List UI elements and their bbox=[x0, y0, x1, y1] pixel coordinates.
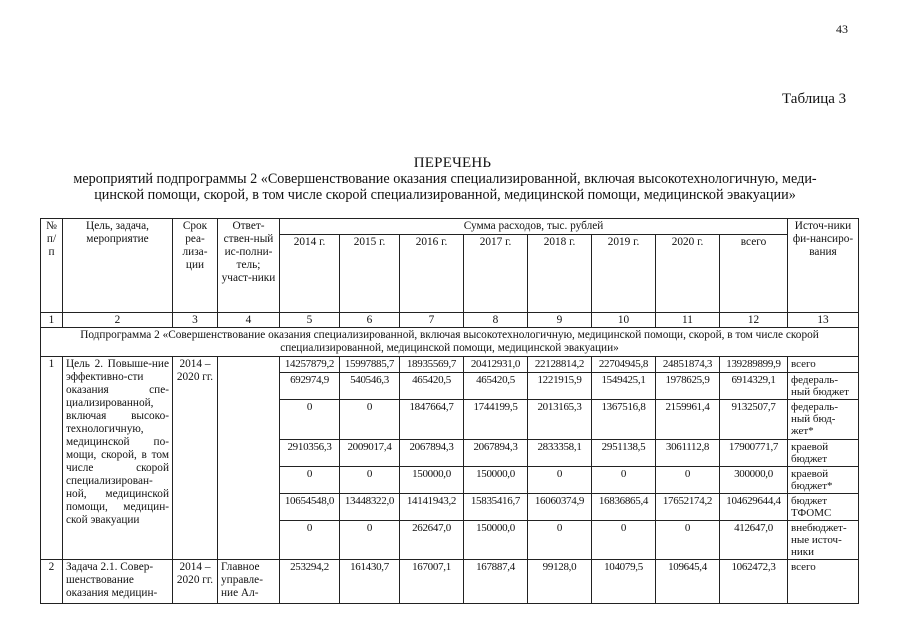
value-cell: 13448322,0 bbox=[340, 494, 400, 521]
goal-executor bbox=[218, 357, 280, 560]
header-year: 2017 г. bbox=[464, 235, 528, 313]
column-number: 5 bbox=[280, 313, 340, 328]
value-cell: 2067894,3 bbox=[464, 440, 528, 467]
value-cell: 0 bbox=[340, 400, 400, 440]
value-cell: 150000,0 bbox=[400, 467, 464, 494]
value-cell: 17652174,2 bbox=[656, 494, 720, 521]
column-number: 6 bbox=[340, 313, 400, 328]
header-goal: Цель, задача, мероприятие bbox=[63, 219, 173, 313]
subtitle-line-1: мероприятий подпрограммы 2 «Совершенствование оказания специализированной, включая высокотехнологичную, меди- bbox=[73, 171, 817, 187]
value-cell: 1847664,7 bbox=[400, 400, 464, 440]
header-year: 2015 г. bbox=[340, 235, 400, 313]
column-number: 2 bbox=[63, 313, 173, 328]
total-cell: 9132507,7 bbox=[720, 400, 788, 440]
column-number: 4 bbox=[218, 313, 280, 328]
column-number: 12 bbox=[720, 313, 788, 328]
total-cell: 300000,0 bbox=[720, 467, 788, 494]
total-cell: 1062472,3 bbox=[720, 560, 788, 604]
value-cell: 0 bbox=[280, 467, 340, 494]
column-number: 8 bbox=[464, 313, 528, 328]
value-cell: 16836865,4 bbox=[592, 494, 656, 521]
value-cell: 262647,0 bbox=[400, 521, 464, 560]
value-cell: 18935569,7 bbox=[400, 357, 464, 373]
value-cell: 465420,5 bbox=[400, 373, 464, 400]
value-cell: 2910356,3 bbox=[280, 440, 340, 467]
value-cell: 167007,1 bbox=[400, 560, 464, 604]
value-cell: 109645,4 bbox=[656, 560, 720, 604]
value-cell: 2159961,4 bbox=[656, 400, 720, 440]
subtitle-line-2: цинской помощи, скорой, в том числе скорой специализированной, медицинской помощи, медицинской эвакуации» bbox=[94, 187, 796, 203]
value-cell: 20412931,0 bbox=[464, 357, 528, 373]
total-cell: 104629644,4 bbox=[720, 494, 788, 521]
column-number: 11 bbox=[656, 313, 720, 328]
source-cell: внебюджет-ные источ-ники bbox=[788, 521, 859, 560]
value-cell: 1367516,8 bbox=[592, 400, 656, 440]
goal-num: 1 bbox=[41, 357, 63, 560]
header-num: № п/п bbox=[41, 219, 63, 313]
table-label: Таблица 3 bbox=[782, 91, 847, 107]
column-number: 7 bbox=[400, 313, 464, 328]
total-cell: 139289899,9 bbox=[720, 357, 788, 373]
source-cell: всего bbox=[788, 560, 859, 604]
source-cell: всего bbox=[788, 357, 859, 373]
header-year: 2014 г. bbox=[280, 235, 340, 313]
total-cell: 6914329,1 bbox=[720, 373, 788, 400]
header-total: всего bbox=[720, 235, 788, 313]
task-text: Задача 2.1. Совер-шенствование оказания медицин- bbox=[63, 560, 173, 604]
value-cell: 0 bbox=[656, 521, 720, 560]
value-cell: 14141943,2 bbox=[400, 494, 464, 521]
task-num: 2 bbox=[41, 560, 63, 604]
value-cell: 2951138,5 bbox=[592, 440, 656, 467]
column-number-row bbox=[41, 313, 859, 328]
value-cell: 3061112,8 bbox=[656, 440, 720, 467]
value-cell: 1221915,9 bbox=[528, 373, 592, 400]
source-cell: краевой бюджет bbox=[788, 440, 859, 467]
document-subtitle bbox=[20, 171, 870, 203]
measures-table bbox=[40, 218, 859, 604]
value-cell: 150000,0 bbox=[464, 467, 528, 494]
header-term: Срок реа-лиза-ции bbox=[173, 219, 218, 313]
value-cell: 1744199,5 bbox=[464, 400, 528, 440]
value-cell: 0 bbox=[528, 467, 592, 494]
source-cell: бюджет ТФОМС bbox=[788, 494, 859, 521]
value-cell: 465420,5 bbox=[464, 373, 528, 400]
value-cell: 0 bbox=[340, 521, 400, 560]
value-cell: 253294,2 bbox=[280, 560, 340, 604]
value-cell: 2833358,1 bbox=[528, 440, 592, 467]
column-number: 13 bbox=[788, 313, 859, 328]
value-cell: 0 bbox=[656, 467, 720, 494]
header-year: 2019 г. bbox=[592, 235, 656, 313]
value-cell: 14257879,2 bbox=[280, 357, 340, 373]
subprogram-title: Подпрограмма 2 «Совершенствование оказания специализированной, включая высокотехнологичную, медицинской помощи, скорой, в том числе скорой специализированной, медицинской помощи, медицинской эвакуации» bbox=[41, 328, 859, 357]
value-cell: 0 bbox=[592, 521, 656, 560]
column-number: 3 bbox=[173, 313, 218, 328]
value-cell: 16060374,9 bbox=[528, 494, 592, 521]
source-cell: федераль-ный бюд-жет* bbox=[788, 400, 859, 440]
value-cell: 10654548,0 bbox=[280, 494, 340, 521]
value-cell: 22128814,2 bbox=[528, 357, 592, 373]
value-cell: 1549425,1 bbox=[592, 373, 656, 400]
header-year: 2016 г. bbox=[400, 235, 464, 313]
value-cell: 0 bbox=[280, 521, 340, 560]
value-cell: 99128,0 bbox=[528, 560, 592, 604]
column-number: 1 bbox=[41, 313, 63, 328]
value-cell: 167887,4 bbox=[464, 560, 528, 604]
total-cell: 412647,0 bbox=[720, 521, 788, 560]
header-sources: Источ-ники фи-нансиро-вания bbox=[788, 219, 859, 313]
value-cell: 0 bbox=[528, 521, 592, 560]
value-cell: 2009017,4 bbox=[340, 440, 400, 467]
value-cell: 24851874,3 bbox=[656, 357, 720, 373]
header-year: 2018 г. bbox=[528, 235, 592, 313]
goal-text: Цель 2. Повыше-ние эффективно-сти оказания спе-циализированной, включая высоко-технологичную, медицинской по-мощи, скорой, в том числе скорой специализирован-ной, медицинской помощи, медицин-ской эвакуации bbox=[63, 357, 173, 560]
source-cell: краевой бюджет* bbox=[788, 467, 859, 494]
task-row bbox=[41, 560, 859, 604]
total-cell: 17900771,7 bbox=[720, 440, 788, 467]
goal-row-total bbox=[41, 357, 859, 373]
value-cell: 0 bbox=[340, 467, 400, 494]
task-term: 2014 – 2020 гг. bbox=[173, 560, 218, 604]
column-number: 10 bbox=[592, 313, 656, 328]
header-executor: Ответ-ствен-ный ис-полни-тель; участ-ники bbox=[218, 219, 280, 313]
value-cell: 15997885,7 bbox=[340, 357, 400, 373]
value-cell: 150000,0 bbox=[464, 521, 528, 560]
value-cell: 22704945,8 bbox=[592, 357, 656, 373]
task-executor: Главное управле-ние Ал- bbox=[218, 560, 280, 604]
value-cell: 2013165,3 bbox=[528, 400, 592, 440]
value-cell: 161430,7 bbox=[340, 560, 400, 604]
column-number: 9 bbox=[528, 313, 592, 328]
value-cell: 2067894,3 bbox=[400, 440, 464, 467]
value-cell: 104079,5 bbox=[592, 560, 656, 604]
header-row-1 bbox=[41, 219, 859, 235]
value-cell: 1978625,9 bbox=[656, 373, 720, 400]
subprogram-row bbox=[41, 328, 859, 357]
header-year: 2020 г. bbox=[656, 235, 720, 313]
value-cell: 692974,9 bbox=[280, 373, 340, 400]
value-cell: 0 bbox=[280, 400, 340, 440]
document-title: ПЕРЕЧЕНЬ bbox=[413, 155, 492, 171]
header-sum: Сумма расходов, тыс. рублей bbox=[280, 219, 788, 235]
value-cell: 540546,3 bbox=[340, 373, 400, 400]
goal-term: 2014 – 2020 гг. bbox=[173, 357, 218, 560]
value-cell: 0 bbox=[592, 467, 656, 494]
page-number: 43 bbox=[836, 22, 848, 36]
source-cell: федераль-ный бюджет bbox=[788, 373, 859, 400]
value-cell: 15835416,7 bbox=[464, 494, 528, 521]
